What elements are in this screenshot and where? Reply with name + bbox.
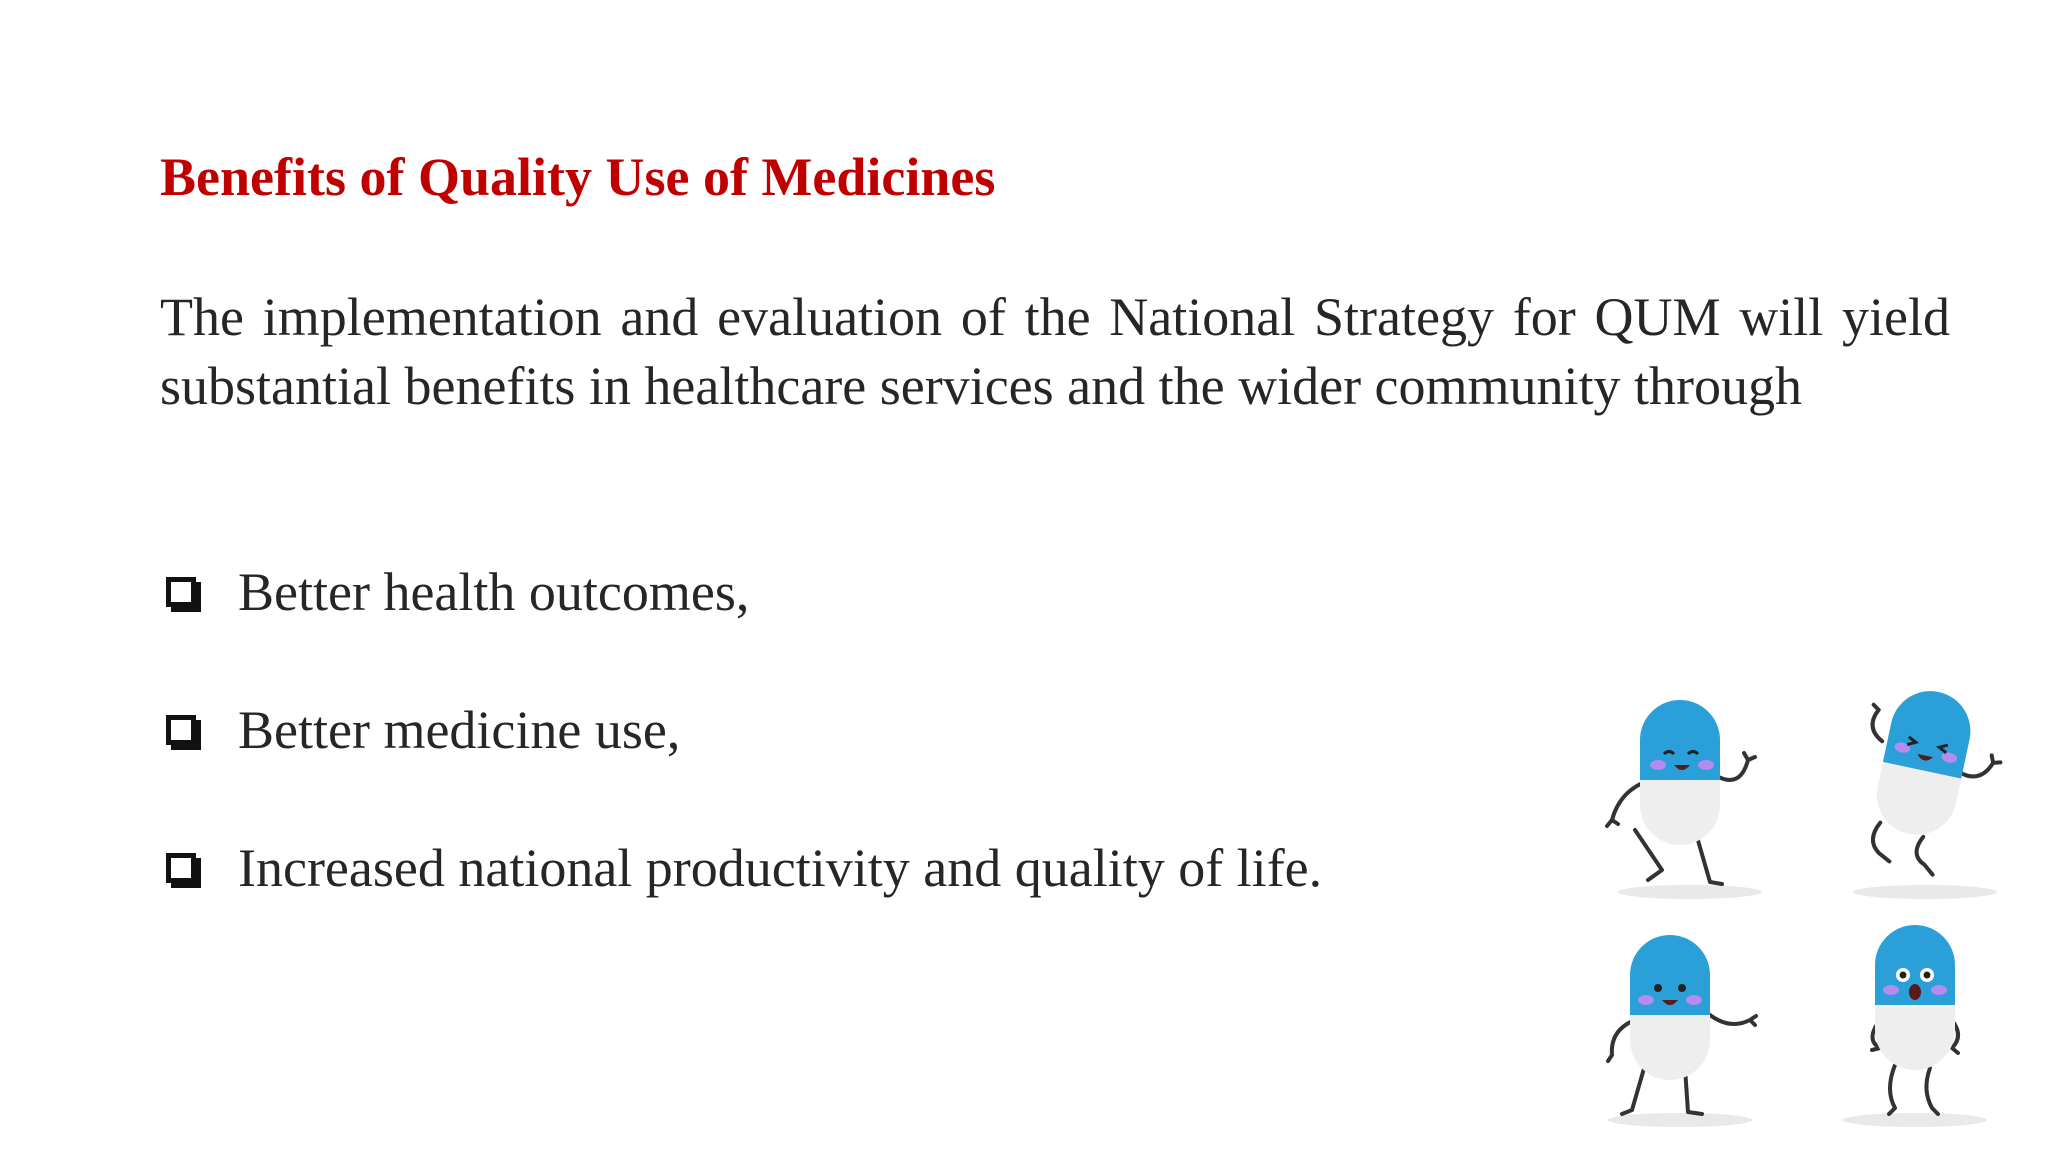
list-item-text: Better medicine use,	[238, 699, 681, 760]
checkbox-icon	[166, 853, 196, 883]
benefits-list	[160, 557, 1322, 971]
list-item	[160, 695, 1322, 764]
intro-paragraph: The implementation and evaluation of the National Strategy for QUM will yield substantial benefits in healthcare services and the wider community through	[160, 287, 1950, 416]
capsule-characters-illustration	[1590, 670, 2010, 1130]
list-item-text: Increased national productivity and quality of life.	[238, 837, 1323, 898]
capsule-character-4	[1872, 925, 1958, 1114]
capsule-character-2	[1842, 679, 2010, 883]
list-item	[160, 557, 1322, 626]
checkbox-icon	[166, 715, 196, 745]
list-item-text: Better health outcomes,	[238, 561, 750, 622]
capsule-character-3	[1608, 935, 1756, 1114]
slide-title: Benefits of Quality Use of Medicines	[160, 147, 996, 207]
checkbox-icon	[166, 577, 196, 607]
list-item	[160, 833, 1322, 902]
capsule-character-1	[1607, 700, 1755, 884]
